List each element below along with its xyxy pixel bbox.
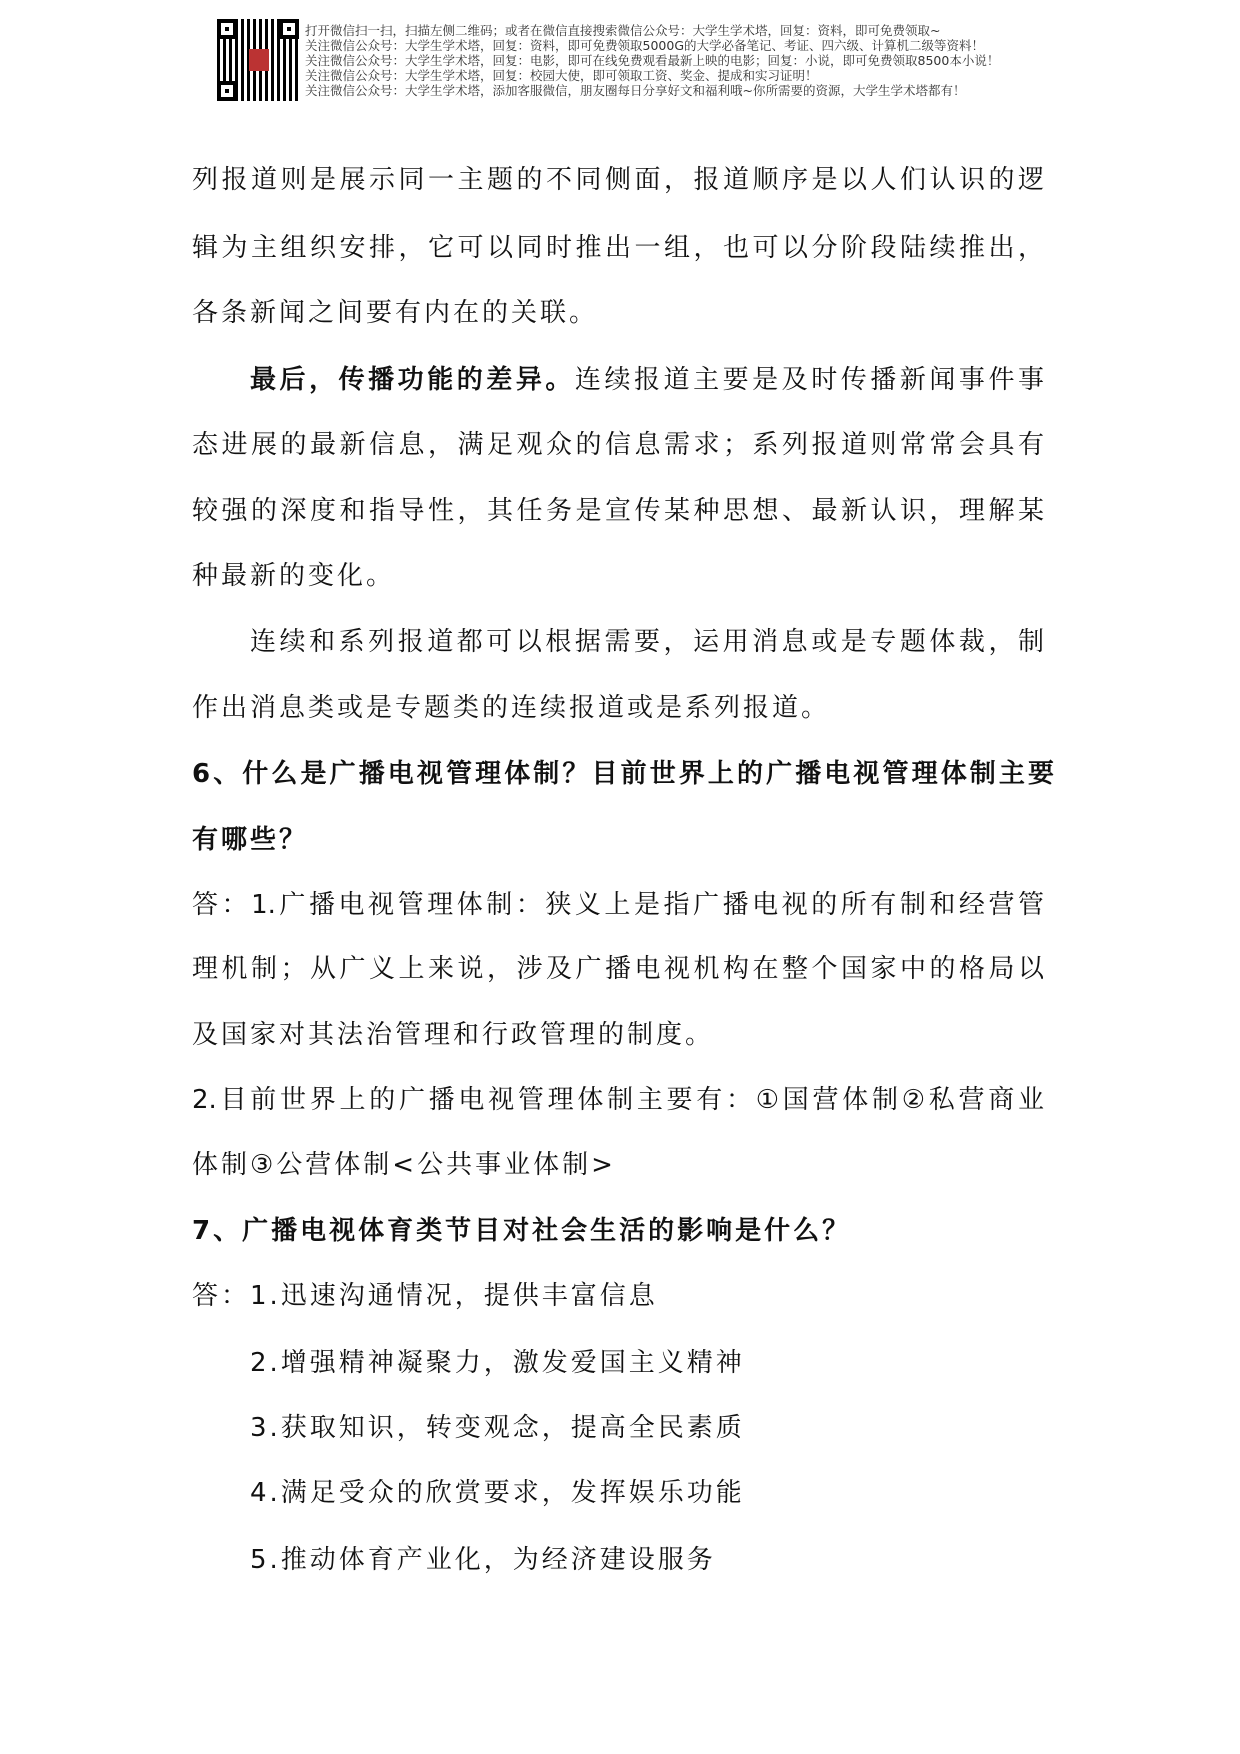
bold-lead: 最后，传播功能的差异。 xyxy=(250,365,575,395)
answer-line: 2.增强精神凝聚力，激发爱国主义精神 xyxy=(250,1348,745,1378)
answer-line: 4.满足受众的欣赏要求，发挥娱乐功能 xyxy=(250,1478,745,1508)
answer-line: 2.目前世界上的广播电视管理体制主要有：①国营体制②私营商业 xyxy=(192,1085,1044,1115)
paragraph-line: 较强的深度和指导性，其任务是宣传某种思想、最新认识，理解某 xyxy=(192,496,1044,526)
paragraph-line: 最后，传播功能的差异。连续报道主要是及时传播新闻事件事 xyxy=(250,365,1044,395)
paragraph-line: 各条新闻之间要有内在的关联。 xyxy=(192,298,599,328)
question-heading: 6、什么是广播电视管理体制？目前世界上的广播电视管理体制主要 xyxy=(192,759,1054,789)
answer-line: 体制③公营体制<公共事业体制> xyxy=(192,1150,616,1180)
paragraph-line: 连续和系列报道都可以根据需要，运用消息或是专题体裁，制 xyxy=(250,627,1044,657)
header-line: 打开微信扫一扫，扫描左侧二维码；或者在微信直接搜索微信公众号：大学生学术塔，回复：资料，即可免费领取~ xyxy=(305,23,941,38)
paragraph-line: 作出消息类或是专题类的连续报道或是系列报道。 xyxy=(192,693,831,723)
question-heading: 有哪些？ xyxy=(192,825,309,855)
paragraph-line: 辑为主组织安排，它可以同时推出一组，也可以分阶段陆续推出， xyxy=(192,233,1044,263)
answer-line: 答：1.广播电视管理体制：狭义上是指广播电视的所有制和经营管 xyxy=(192,890,1044,920)
answer-line: 5.推动体育产业化，为经济建设服务 xyxy=(250,1545,716,1575)
paragraph-line: 态进展的最新信息，满足观众的信息需求；系列报道则常常会具有 xyxy=(192,430,1044,460)
header-line: 关注微信公众号：大学生学术塔，添加客服微信，朋友圈每日分享好文和福利哦~你所需要的资源，大学生学术塔都有！ xyxy=(305,83,966,98)
paragraph-line: 列报道则是展示同一主题的不同侧面，报道顺序是以人们认识的逻 xyxy=(192,165,1044,195)
qr-code-icon xyxy=(217,19,299,101)
answer-line: 理机制；从广义上来说，涉及广播电视机构在整个国家中的格局以 xyxy=(192,954,1044,984)
header-line: 关注微信公众号：大学生学术塔，回复：资料，即可免费领取5000G的大学必备笔记、考证、四六级、计算机二级等资料！ xyxy=(305,38,985,53)
answer-line: 答：1.迅速沟通情况，提供丰富信息 xyxy=(192,1281,658,1311)
answer-line: 及国家对其法治管理和行政管理的制度。 xyxy=(192,1020,715,1050)
answer-line: 3.获取知识，转变观念，提高全民素质 xyxy=(250,1413,745,1443)
question-heading: 7、广播电视体育类节目对社会生活的影响是什么？ xyxy=(192,1216,852,1246)
header-line: 关注微信公众号：大学生学术塔，回复：校园大使，即可领取工资、奖金、提成和实习证明！ xyxy=(305,68,818,83)
paragraph-line: 种最新的变化。 xyxy=(192,561,396,591)
header-line: 关注微信公众号：大学生学术塔，回复：电影，即可在线免费观看最新上映的电影；回复：小说，即可免费领取8500本小说！ xyxy=(305,53,1000,68)
